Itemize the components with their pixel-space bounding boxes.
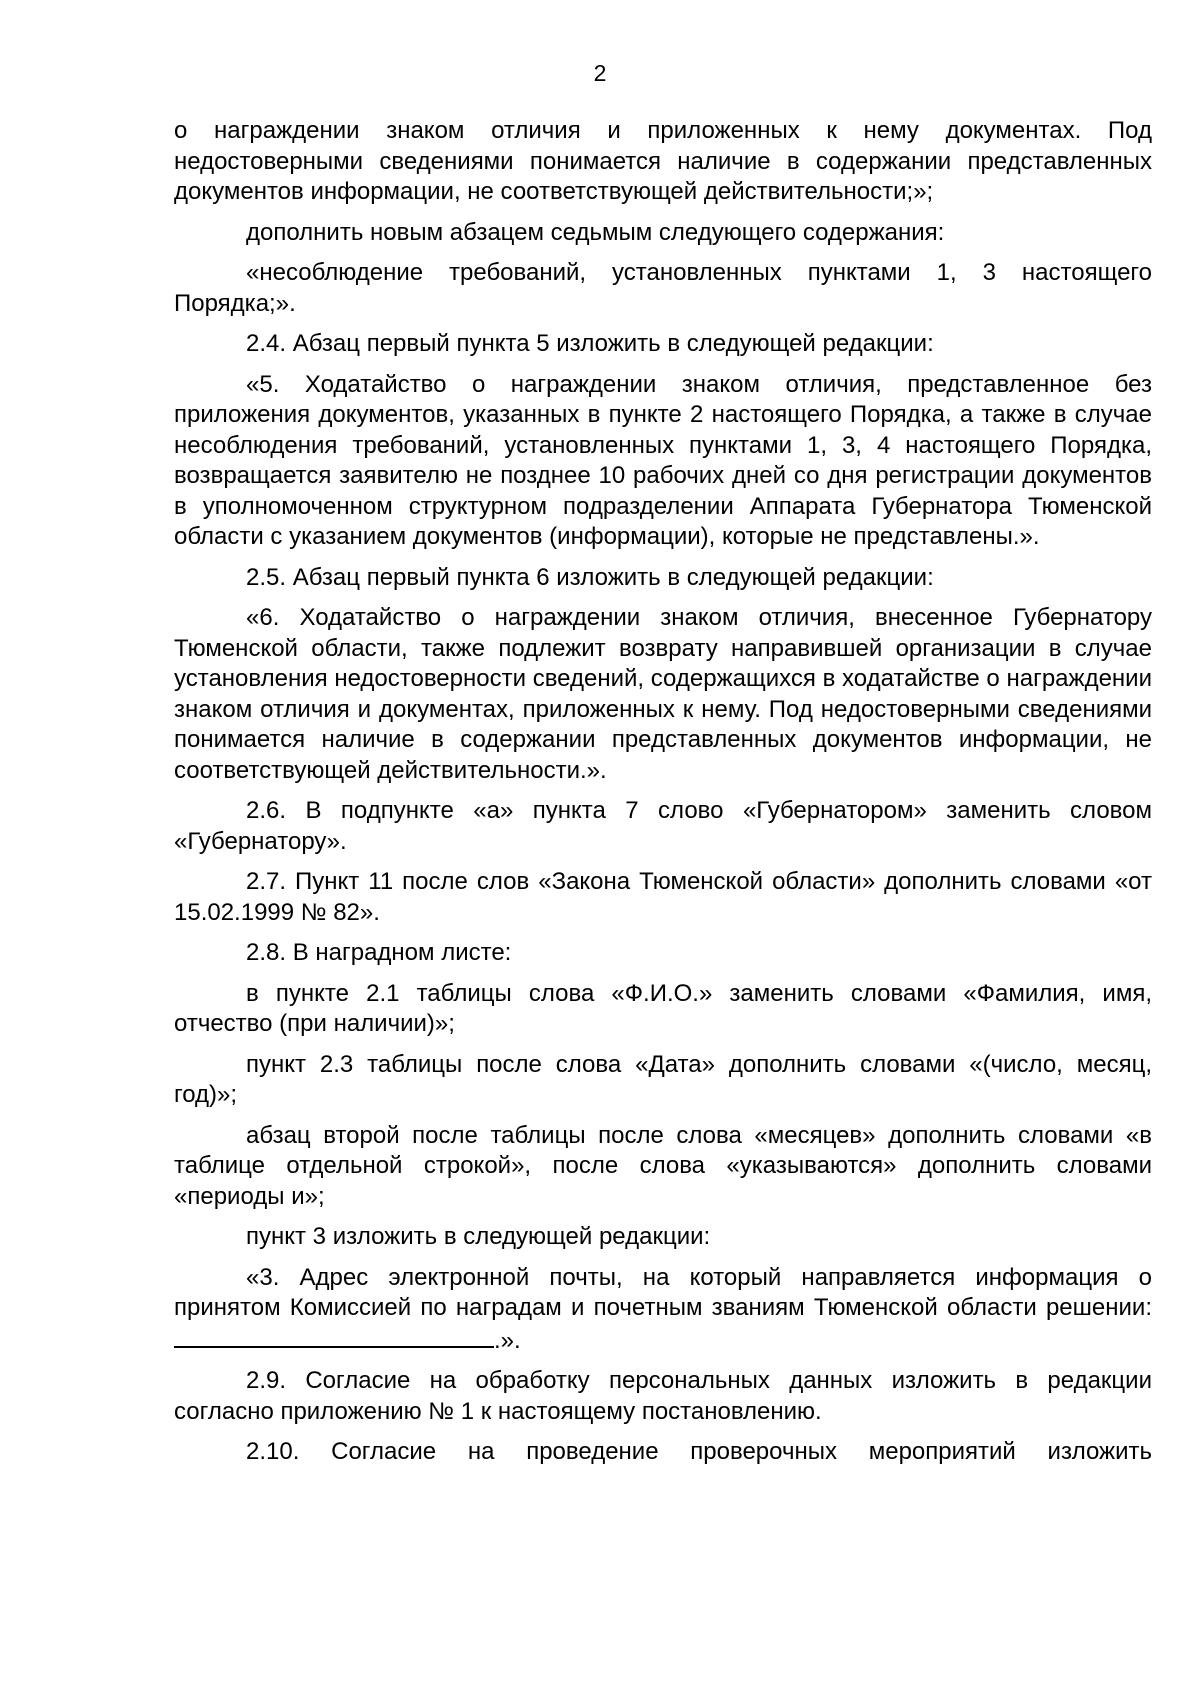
paragraph-quote-6: «6. Ходатайство о награждении знаком отличия, внесенное Губернатору Тюменской области, также подлежит возврату направившей организации в случае установления недостоверности сведений, содержащихся в ходатайстве о награждении знаком отличия и документах, приложенных к нему. Под недостоверными сведениями понимается наличие в содержании представленных документов информации, не соответствующей действительности.». bbox=[174, 604, 1152, 784]
paragraph-quote-nonobservance: «несоблюдение требований, установленных пунктами 1, 3 настоящего Порядка;». bbox=[174, 259, 1152, 317]
email-clause-end: .». bbox=[494, 1326, 521, 1354]
page-number: 2 bbox=[593, 60, 607, 86]
document-body bbox=[174, 116, 1152, 1478]
paragraph-quote-5: «5. Ходатайство о награждении знаком отличия, представленное без приложения документов, указанных в пункте 2 настоящего Порядка, а также в случае несоблюдения требований, установленных пунктами 1, 3, 4 настоящего Порядка, возвращается заявителю не позднее 10 рабочих дней со дня регистрации документов в уполномоченном структурном подразделении Аппарата Губернатора Тюменской области с указанием документов (информации), которые не представлены.». bbox=[174, 370, 1152, 550]
paragraph-table-2-3: пункт 2.3 таблицы после слова «Дата» дополнить словами «(число, месяц, год)»; bbox=[174, 1050, 1152, 1108]
paragraph-item-3: пункт 3 изложить в следующей редакции: bbox=[246, 1223, 711, 1250]
email-blank-line bbox=[174, 1324, 494, 1348]
paragraph-2-9: 2.9. Согласие на обработку персональных данных изложить в редакции согласно приложению № 1 к настоящему постановлению. bbox=[174, 1367, 1152, 1425]
email-clause-text: «3. Адрес электронной почты, на который направляется информация о принятом Комиссией по наградам и почетным званиям Тюменской области решении: bbox=[174, 1263, 1152, 1321]
paragraph-2-10: 2.10. Согласие на проведение проверочных мероприятий изложить bbox=[246, 1438, 1152, 1465]
paragraph-2-6: 2.6. В подпункте «а» пункта 7 слово «Губернатором» заменить словом «Губернатору». bbox=[174, 797, 1152, 855]
paragraph-add-seventh-abzats: дополнить новым абзацем седьмым следующего содержания: bbox=[246, 218, 945, 246]
paragraph-quote-3-email bbox=[174, 1263, 1152, 1357]
paragraph-2-4: 2.4. Абзац первый пункта 5 изложить в следующей редакции: bbox=[246, 330, 934, 357]
paragraph-2-8: 2.8. В наградном листе: bbox=[246, 939, 512, 966]
paragraph-second-abzats: абзац второй после таблицы после слова «месяцев» дополнить словами «в таблице отдельной строкой», после слова «указываются» дополнить словами «периоды и»; bbox=[174, 1121, 1152, 1210]
paragraph-2-7: 2.7. Пункт 11 после слов «Закона Тюменской области» дополнить словами «от 15.02.1999 № 82». bbox=[174, 868, 1152, 926]
paragraph-2-5: 2.5. Абзац первый пункта 6 изложить в следующей редакции: bbox=[246, 563, 934, 591]
paragraph-table-2-1: в пункте 2.1 таблицы слова «Ф.И.О.» заменить словами «Фамилия, имя, отчество (при наличии)»; bbox=[174, 979, 1152, 1037]
paragraph-continuation: о награждении знаком отличия и приложенных к нему документах. Под недостоверными сведениями понимается наличие в содержании представленных документов информации, не соответствующей действительности;»; bbox=[174, 117, 1152, 205]
